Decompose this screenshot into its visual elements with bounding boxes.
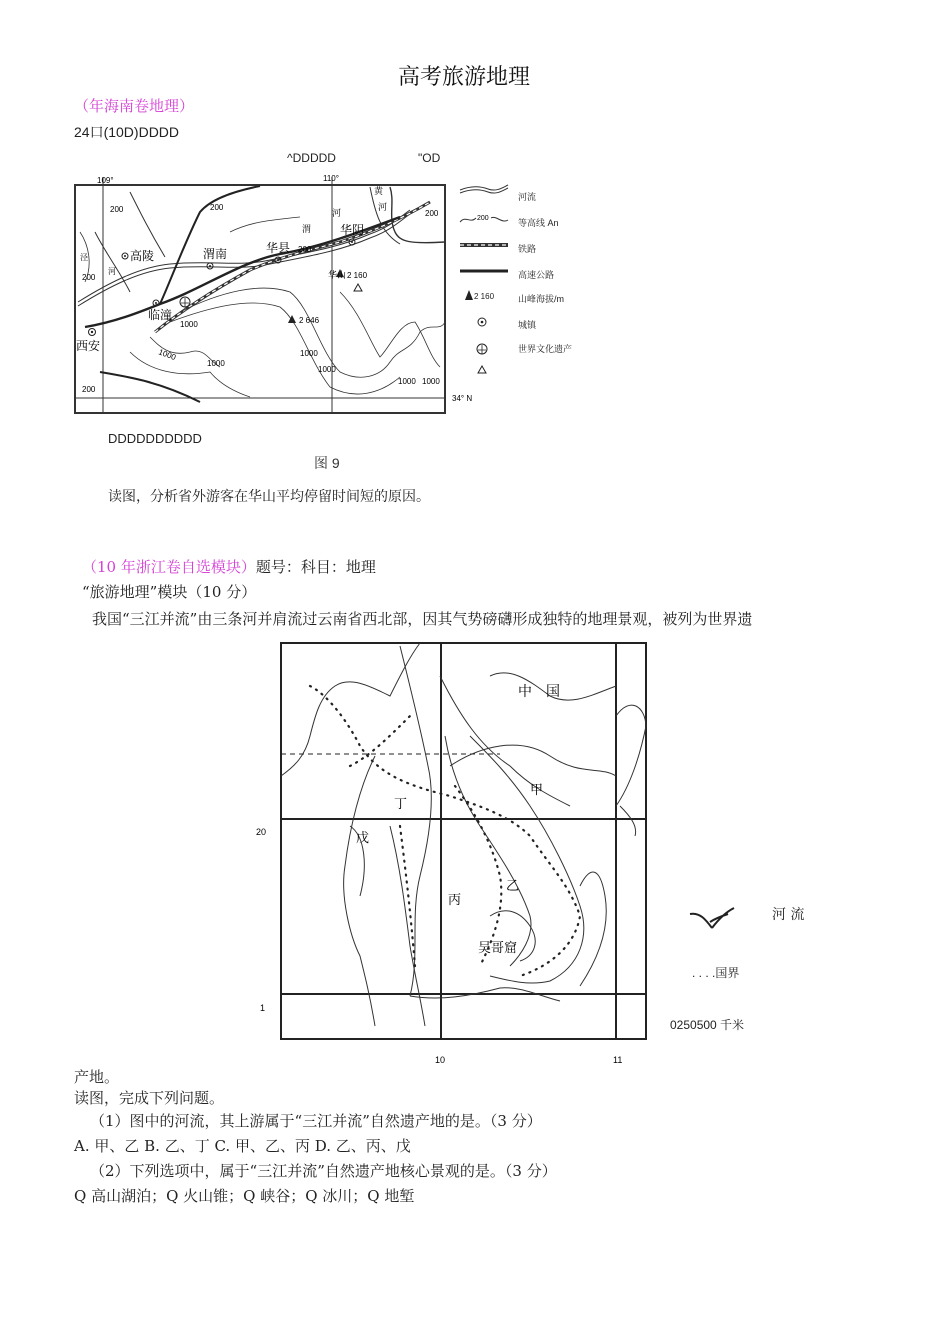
label-jia: 甲 bbox=[530, 782, 544, 797]
place-xian: 西安 bbox=[76, 339, 101, 353]
svg-text:200: 200 bbox=[477, 215, 489, 222]
label-lat-1: 1 bbox=[260, 1003, 266, 1013]
q1-number-line: 24口(10D)DDDD bbox=[74, 124, 180, 140]
contour-1000-label: 1000 bbox=[318, 365, 336, 374]
q2-header bbox=[82, 556, 376, 577]
label-wu: 戊 bbox=[356, 830, 370, 845]
legend-row-town bbox=[458, 314, 588, 338]
expressway-icon bbox=[458, 264, 510, 278]
contour-1000-label: 1000 bbox=[207, 359, 225, 368]
label-china: 中 国 bbox=[518, 683, 560, 699]
q1-source: （年海南卷地理） bbox=[74, 98, 195, 115]
world-heritage-icon bbox=[458, 340, 510, 380]
label-lat-20: 20 bbox=[256, 827, 267, 837]
contour-200-label: 200 bbox=[82, 385, 96, 394]
q1-map-header-left: ^DDDDD bbox=[287, 151, 336, 165]
legend-peak-value: 2 160 bbox=[474, 292, 495, 301]
legend-label: 高速公路 bbox=[518, 270, 555, 280]
label-angkor: 吴哥窟 bbox=[478, 940, 518, 955]
q2-legend-border: . . . .国界 bbox=[692, 966, 740, 980]
q2-legend-scale: 0250500 千米 bbox=[670, 1018, 745, 1032]
contour-200-label: 200 bbox=[210, 203, 224, 212]
q2-meta: 题号：科目：地理 bbox=[255, 558, 376, 576]
place-huaxian: 华县 bbox=[266, 241, 291, 255]
contour-1000-label: 1000 bbox=[300, 349, 318, 358]
place-lintong: 临潼 bbox=[148, 308, 173, 322]
contour-1000-label: 1000 bbox=[180, 320, 198, 329]
river-label: 河 bbox=[108, 267, 116, 276]
q1-question: 读图，分析省外游客在华山平均停留时间短的原因。 bbox=[108, 488, 430, 504]
q2-intro: 我国“三江并流”由三条河并肩流过云南省西北部，因其气势磅礴形成独特的地理景观，被列为世界遗 bbox=[92, 610, 753, 628]
q2-sub1: （1）图中的河流，其上游属于“三江并流”自然遗产地的是。（3 分） bbox=[90, 1112, 542, 1130]
legend-row-peak bbox=[458, 288, 588, 312]
three-rivers-map bbox=[250, 636, 650, 1066]
place-huashan: 华山 bbox=[328, 270, 347, 280]
page-title: 高考旅游地理 bbox=[398, 65, 531, 90]
q1-caption-left: DDDDDDDDDD bbox=[108, 431, 202, 446]
heritage-mark-2 bbox=[354, 284, 362, 291]
q2-intro-cont: 产地。 bbox=[74, 1068, 120, 1086]
lat-34-label: 34° N bbox=[452, 394, 473, 403]
town-icon bbox=[458, 314, 510, 328]
river-label: 渭 bbox=[302, 224, 312, 234]
q1-map-header-right: "OD bbox=[418, 151, 441, 165]
legend-label: 河流 bbox=[518, 192, 537, 202]
legend-row-contour bbox=[458, 212, 588, 236]
q2-legend-river: 河 流 bbox=[772, 907, 805, 923]
huashan-map bbox=[70, 172, 473, 422]
place-weinan: 渭南 bbox=[203, 247, 228, 261]
q2-module: “旅游地理”模块（10 分） bbox=[82, 583, 257, 601]
peak-2646-value: 2 646 bbox=[299, 316, 320, 325]
river-legend-icon bbox=[688, 902, 738, 934]
contour-200-label: 200 bbox=[298, 245, 312, 254]
q1-figure-label: 图 9 bbox=[314, 455, 340, 471]
label-yi: 乙 bbox=[506, 878, 520, 893]
legend-row-expressway bbox=[458, 264, 588, 288]
contour-200-label: 200 bbox=[82, 273, 96, 282]
river-label: 黄 bbox=[374, 186, 384, 196]
map-frame bbox=[75, 185, 445, 413]
contour-200-label: 200 bbox=[110, 205, 124, 214]
river-label: 河 bbox=[378, 202, 388, 212]
jing-river bbox=[130, 192, 165, 257]
contour-200-label: 200 bbox=[425, 209, 439, 218]
lon-109-label: 109° bbox=[97, 176, 114, 185]
q2-sub2-options: Q 高山湖泊；Q 火山锥；Q 峡谷；Q 冰川；Q 地堑 bbox=[74, 1187, 415, 1205]
lon-110-label: 110° bbox=[323, 174, 339, 183]
river-icon bbox=[458, 182, 510, 200]
river-label: 河 bbox=[332, 208, 342, 218]
q2-source: （10 年浙江卷自选模块） bbox=[82, 558, 256, 576]
legend-label: 世界文化遗产 bbox=[518, 344, 573, 354]
label-ding: 丁 bbox=[394, 796, 408, 811]
contour-1000-label: 1000 bbox=[157, 347, 178, 362]
contour-1000-label: 1000 bbox=[398, 377, 416, 386]
legend-label: 铁路 bbox=[518, 244, 537, 254]
label-lon-11: 11 bbox=[613, 1055, 623, 1065]
legend-label: 城镇 bbox=[518, 320, 537, 330]
railway-icon bbox=[458, 238, 510, 252]
legend-row-railway bbox=[458, 238, 588, 262]
legend-label: 等高线 An bbox=[518, 218, 559, 228]
q2-sub1-options: A. 甲、乙 B. 乙、丁 C. 甲、乙、丙 D. 乙、丙、戊 bbox=[74, 1137, 411, 1155]
label-lon-10: 10 bbox=[435, 1055, 446, 1065]
legend-label: 山峰海拔/m bbox=[518, 294, 564, 304]
place-gaoling: 高陵 bbox=[130, 249, 155, 263]
peak-huashan-value: 2 160 bbox=[347, 271, 368, 280]
contour-1000-label: 1000 bbox=[422, 377, 440, 386]
contour-line-icon bbox=[458, 212, 510, 228]
place-huayin: 华阴 bbox=[340, 223, 365, 237]
legend-row-river bbox=[458, 182, 588, 206]
q2-sub2: （2）下列选项中，属于“三江并流”自然遗产地核心景观的是。（3 分） bbox=[90, 1162, 557, 1180]
river-label: 泾 bbox=[80, 253, 88, 262]
q2-instruction: 读图，完成下列问题。 bbox=[74, 1089, 225, 1107]
legend-row-heritage bbox=[458, 340, 588, 384]
label-bing: 丙 bbox=[448, 892, 462, 907]
